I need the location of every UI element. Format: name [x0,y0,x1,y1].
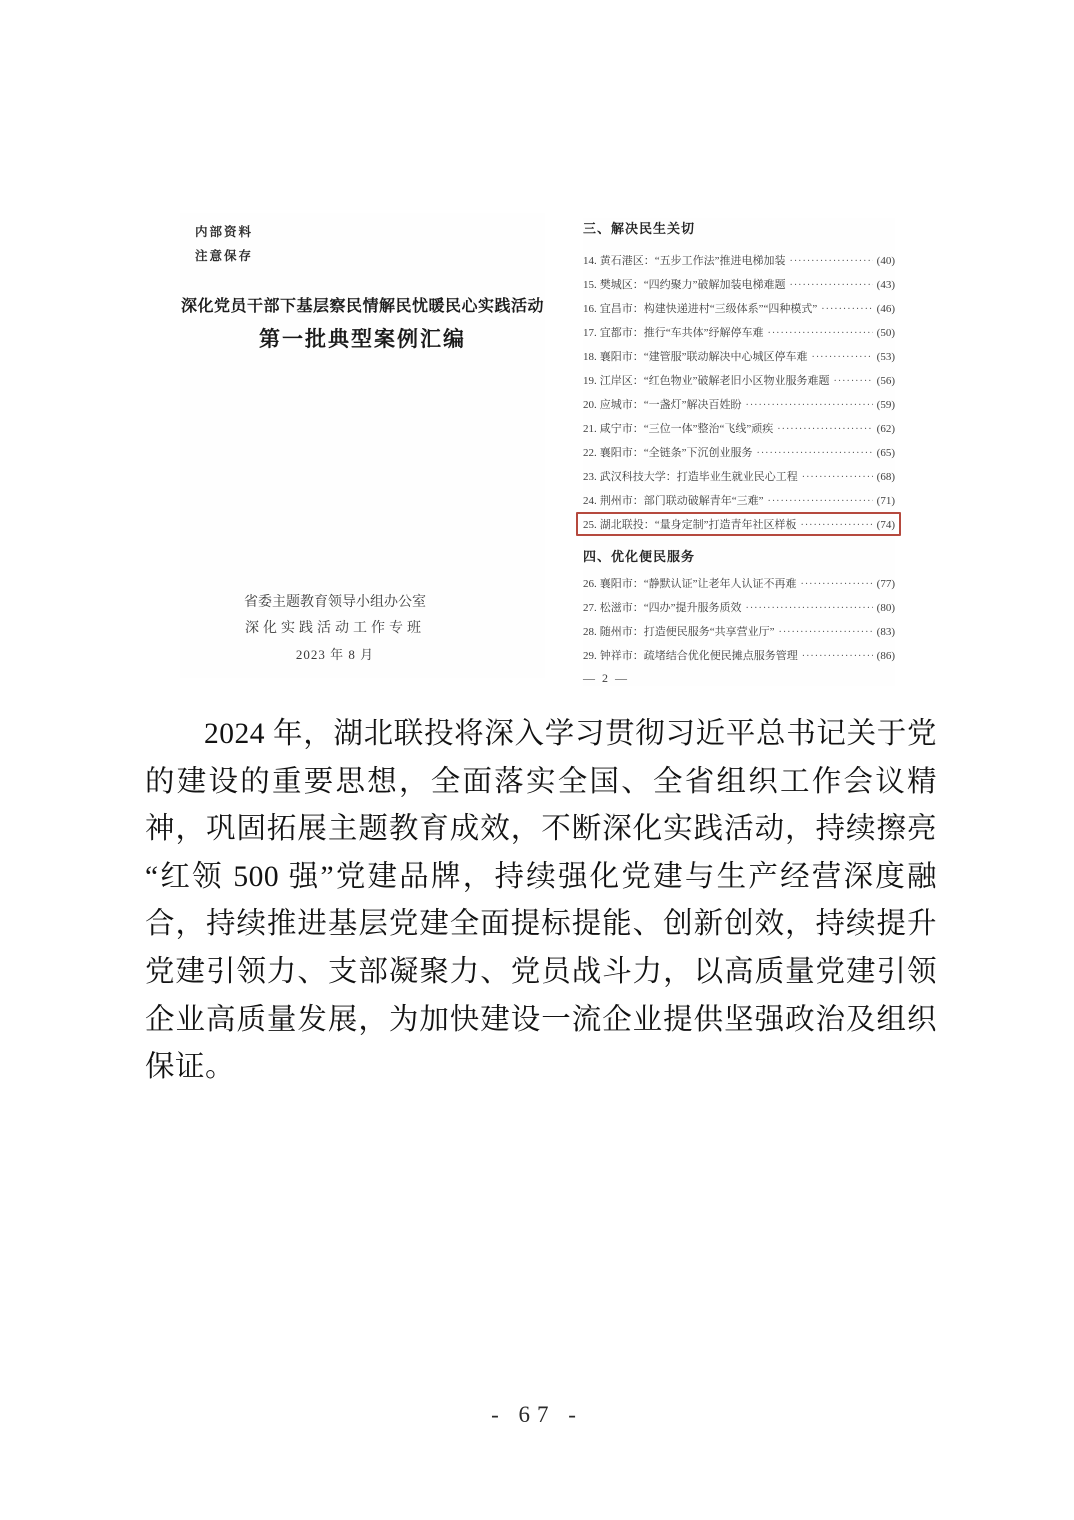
cover-scan [180,213,545,678]
toc-entry-number: 26. [583,578,597,590]
toc-scan [583,218,895,686]
classification-line-2: 注意保存 [195,249,254,263]
toc-entry-page: (77) [876,578,895,590]
toc-entry-number: 20. [583,399,597,411]
toc-dot-leader [790,273,873,298]
toc-dot-leader [802,644,873,669]
cover-title-line-1: 深化党员干部下基层察民情解民忧暖民心实践活动 [180,298,544,315]
toc-entry-title: 襄阳市：“全链条”下沉创业服务 [599,447,753,459]
toc-entry [583,465,895,489]
page-number: - 67 - [491,1402,583,1427]
toc-entry-title: 钟祥市：疏堵结合优化便民摊点服务管理 [599,650,798,662]
body-paragraph: 2024 年，湖北联投将深入学习贯彻习近平总书记关于党的建设的重要思想，全面落实全国、全省组织工作会议精神，巩固拓展主题教育成效，不断深化实践活动，持续擦亮“红领 500 强”党建品牌，持续强化党建与生产经营深度融合，持续推进基层党建全面提标提能、创新创效，持续提升党建引领力、支部凝聚力、党员战斗力，以高质量党建引领企业高质量发展，为加快建设一流企业提供坚强政治及组织保证。 [145,718,937,1084]
toc-entry [583,644,895,668]
toc-entry-title: 江岸区：“红色物业”破解老旧小区物业服务难题 [599,375,830,387]
toc-section-4-list [583,572,895,668]
toc-dot-leader [790,249,873,274]
toc-section-3-list [583,249,895,537]
toc-dot-leader [779,620,873,645]
toc-entry-number: 14. [583,255,597,267]
toc-entry-page: (62) [876,423,895,435]
classification-line-1: 内部资料 [195,225,254,239]
toc-entry [583,321,895,345]
toc-entry-page: (40) [876,255,895,267]
toc-entry-title: 应城市：“一盏灯”解决百姓盼 [599,399,742,411]
toc-dot-leader [801,513,873,538]
toc-entry-page: (46) [876,303,895,315]
toc-entry-title: 宜都市：推行“车共体”纾解停车难 [599,327,764,339]
toc-dot-leader [746,393,873,418]
toc-dot-leader [801,572,873,597]
toc-section-4-heading: 四、优化便民服务 [583,549,696,564]
issuer-line-1: 省委主题教育领导小组办公室 [244,595,426,610]
toc-entry-title: 襄阳市：“静默认证”让老年人认证不再难 [599,578,797,590]
toc-entry [583,572,895,596]
toc-entry-title: 武汉科技大学：打造毕业生就业民心工程 [599,471,798,483]
toc-entry [583,273,895,297]
toc-entry-title: 襄阳市：“建管服”联动解决中心城区停车难 [599,351,808,363]
issuer-line-2: 深化实践活动工作专班 [245,621,425,636]
toc-entry-page: (50) [876,327,895,339]
toc-entry-number: 19. [583,375,597,387]
toc-entry-number: 16. [583,303,597,315]
toc-section-3-heading: 三、解决民生关切 [583,221,696,236]
toc-entry [583,249,895,273]
toc-dot-leader [812,345,873,370]
toc-entry-title: 黄石港区：“五步工作法”推进电梯加装 [599,255,786,267]
toc-entry [583,596,895,620]
toc-entry-number: 25. [583,519,597,531]
toc-entry-title: 宜昌市：构建快递进村“三级体系”“四种模式” [599,303,818,315]
toc-dot-leader [834,369,873,394]
toc-entry-number: 15. [583,279,597,291]
toc-entry-page: (83) [876,626,895,638]
toc-entry-title: 松滋市：“四办”提升服务质效 [599,602,742,614]
toc-entry-number: 29. [583,650,597,662]
toc-entry-number: 23. [583,471,597,483]
toc-entry-number: 24. [583,495,597,507]
toc-entry-number: 28. [583,626,597,638]
toc-entry [583,513,895,537]
toc-dot-leader [768,489,873,514]
toc-entry-title: 咸宁市：“三位一体”整治“飞线”顽疾 [599,423,774,435]
toc-entry-page: (68) [876,471,895,483]
toc-entry-title: 湖北联投：“量身定制”打造青年社区样板 [599,519,797,531]
toc-entry-number: 21. [583,423,597,435]
cover-issuer-block [210,590,460,668]
issue-date: 2023 年 8 月 [295,647,375,662]
toc-dot-leader [757,441,873,466]
toc-entry [583,489,895,513]
classification-notice [195,220,253,268]
toc-entry [583,369,895,393]
toc-dot-leader [821,297,872,322]
cover-title-line-2: 第一批典型案例汇编 [259,327,466,351]
toc-entry [583,345,895,369]
toc-entry-number: 22. [583,447,597,459]
toc-entry [583,417,895,441]
toc-entry-page: (65) [876,447,895,459]
toc-entry-page: (59) [876,399,895,411]
toc-entry-page: (86) [876,650,895,662]
toc-entry-page: (71) [876,495,895,507]
toc-page-footer: — 2 — [583,671,629,685]
toc-entry-page: (43) [876,279,895,291]
toc-entry [583,393,895,417]
toc-entry-number: 27. [583,602,597,614]
toc-entry-page: (74) [876,519,895,531]
toc-entry-number: 17. [583,327,597,339]
toc-entry [583,441,895,465]
toc-entry-title: 樊城区：“四约聚力”破解加装电梯难题 [599,279,786,291]
toc-entry-title: 随州市：打造便民服务“共享营业厅” [599,626,775,638]
toc-entry-title: 荆州市：部门联动破解青年“三难” [599,495,764,507]
toc-entry-page: (53) [876,351,895,363]
toc-entry [583,620,895,644]
toc-dot-leader [777,417,872,442]
toc-dot-leader [802,465,873,490]
toc-entry-number: 18. [583,351,597,363]
toc-dot-leader [768,321,873,346]
toc-entry-page: (56) [876,375,895,387]
toc-dot-leader [746,596,873,621]
toc-entry-page: (80) [876,602,895,614]
toc-entry [583,297,895,321]
